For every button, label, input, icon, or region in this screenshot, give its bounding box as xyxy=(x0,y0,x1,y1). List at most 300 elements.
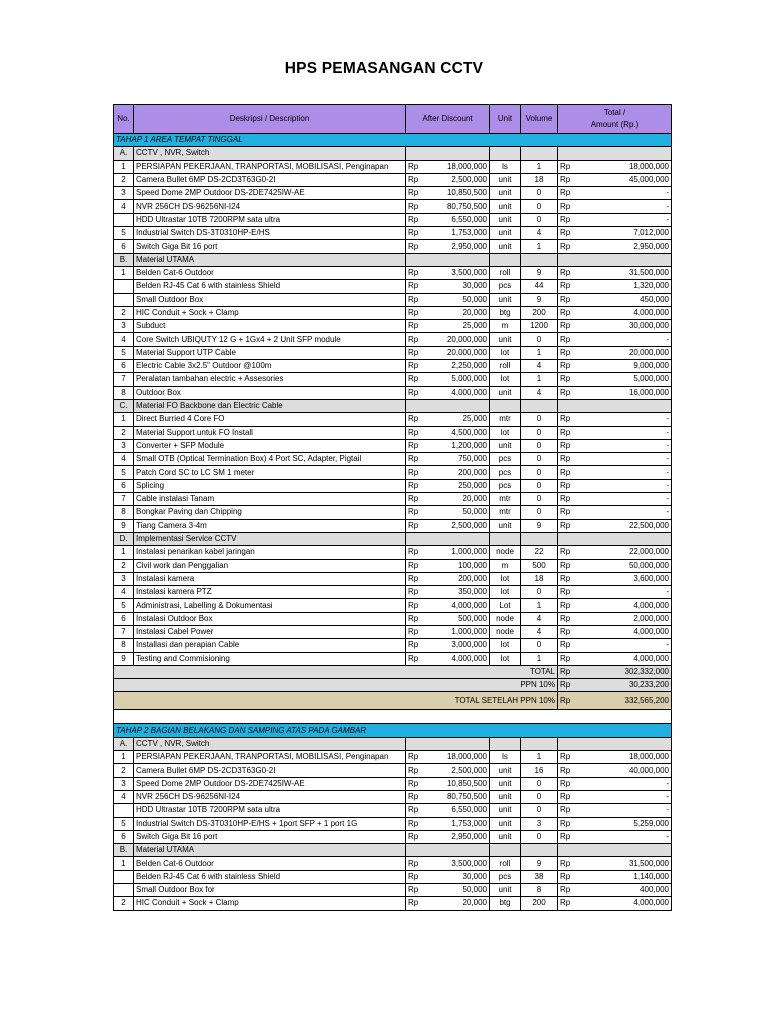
total-currency: Rp xyxy=(558,830,573,843)
price-currency: Rp xyxy=(406,790,421,803)
item-no: 2 xyxy=(114,173,134,186)
total-currency: Rp xyxy=(558,479,573,492)
total-currency: Rp xyxy=(558,306,573,319)
hps-table xyxy=(113,104,672,911)
item-no: 2 xyxy=(114,897,134,910)
item-total: 45,000,000 xyxy=(573,173,672,186)
item-description: Material Support untuk FO Install xyxy=(134,426,406,439)
item-unit: pcs xyxy=(490,466,521,479)
item-no: 1 xyxy=(114,413,134,426)
table-row xyxy=(114,439,672,452)
item-description: Instalasi kamera xyxy=(134,572,406,585)
stage-label: TAHAP 2 BAGIAN BELAKANG DAN SAMPING ATAS PADA GAMBAR xyxy=(114,724,672,737)
item-description: Speed Dome 2MP Outdoor DS-2DE7425IW-AE xyxy=(134,187,406,200)
total-currency: Rp xyxy=(558,187,573,200)
table-row xyxy=(114,519,672,532)
item-description: HDD Ultrastar 10TB 7200RPM sata ultra xyxy=(134,213,406,226)
item-no: 3 xyxy=(114,320,134,333)
table-row xyxy=(114,213,672,226)
item-description: Tiang Camera 3-4m xyxy=(134,519,406,532)
total-currency: Rp xyxy=(558,625,573,638)
item-total: - xyxy=(573,790,672,803)
item-total: 400,000 xyxy=(573,884,672,897)
empty-cell xyxy=(558,147,672,160)
item-unit: unit xyxy=(490,173,521,186)
item-volume: 4 xyxy=(521,386,558,399)
table-row xyxy=(114,453,672,466)
item-no: 1 xyxy=(114,546,134,559)
header-unit: Unit xyxy=(490,105,521,134)
item-description: Industrial Switch DS-3T0310HP-E/HS + 1port SFP + 1 port 1G xyxy=(134,817,406,830)
item-volume: 3 xyxy=(521,817,558,830)
item-description: Patch Cord SC to LC SM 1 meter xyxy=(134,466,406,479)
item-price: 2,950,000 xyxy=(421,830,490,843)
item-description: Switch Giga Bit 16 port xyxy=(134,830,406,843)
price-currency: Rp xyxy=(406,586,421,599)
item-no: 1 xyxy=(114,160,134,173)
item-description: PERSIAPAN PEKERJAAN, TRANPORTASI, MOBILISASI, Penginapan xyxy=(134,160,406,173)
price-currency: Rp xyxy=(406,830,421,843)
item-total: - xyxy=(573,453,672,466)
table-row xyxy=(114,333,672,346)
table-row xyxy=(114,506,672,519)
table-row xyxy=(114,293,672,306)
price-currency: Rp xyxy=(406,546,421,559)
total-currency: Rp xyxy=(558,466,573,479)
item-unit: m xyxy=(490,320,521,333)
item-volume: 1 xyxy=(521,240,558,253)
price-currency: Rp xyxy=(406,897,421,910)
item-description: Outdoor Box xyxy=(134,386,406,399)
item-no xyxy=(114,870,134,883)
item-total: - xyxy=(573,493,672,506)
price-currency: Rp xyxy=(406,360,421,373)
total-currency: Rp xyxy=(558,386,573,399)
item-description: Belden Cat-6 Outdoor xyxy=(134,266,406,279)
total-currency: Rp xyxy=(558,665,573,678)
item-volume: 0 xyxy=(521,790,558,803)
item-total: - xyxy=(573,466,672,479)
table-row xyxy=(114,360,672,373)
table-row xyxy=(114,493,672,506)
total-currency: Rp xyxy=(558,426,573,439)
item-volume: 0 xyxy=(521,466,558,479)
item-unit: roll xyxy=(490,360,521,373)
table-row xyxy=(114,266,672,279)
item-price: 18,000,000 xyxy=(421,160,490,173)
item-total: - xyxy=(573,333,672,346)
item-price: 30,000 xyxy=(421,870,490,883)
item-price: 80,750,500 xyxy=(421,200,490,213)
table-row xyxy=(114,227,672,240)
item-unit: roll xyxy=(490,857,521,870)
item-price: 4,000,000 xyxy=(421,599,490,612)
item-no xyxy=(114,804,134,817)
empty-cell xyxy=(406,147,490,160)
total-currency: Rp xyxy=(558,280,573,293)
empty-cell xyxy=(490,737,521,750)
price-currency: Rp xyxy=(406,386,421,399)
table-row xyxy=(114,777,672,790)
item-volume: 4 xyxy=(521,612,558,625)
table-row xyxy=(114,870,672,883)
item-total: - xyxy=(573,413,672,426)
item-no: 7 xyxy=(114,493,134,506)
item-description: Instalasi penarikan kabel jaringan xyxy=(134,546,406,559)
item-price: 10,850,500 xyxy=(421,187,490,200)
item-unit: pcs xyxy=(490,479,521,492)
item-volume: 1 xyxy=(521,599,558,612)
total-currency: Rp xyxy=(558,160,573,173)
empty-cell xyxy=(521,147,558,160)
empty-cell xyxy=(521,532,558,545)
stage-header-row xyxy=(114,134,672,147)
table-row xyxy=(114,639,672,652)
item-volume: 200 xyxy=(521,306,558,319)
total-currency: Rp xyxy=(558,493,573,506)
table-row xyxy=(114,652,672,665)
total-currency: Rp xyxy=(558,293,573,306)
item-no: 3 xyxy=(114,439,134,452)
item-no: 2 xyxy=(114,559,134,572)
price-currency: Rp xyxy=(406,870,421,883)
table-row xyxy=(114,572,672,585)
item-volume: 0 xyxy=(521,506,558,519)
total-currency: Rp xyxy=(558,586,573,599)
item-no: 5 xyxy=(114,817,134,830)
table-row xyxy=(114,306,672,319)
item-unit: unit xyxy=(490,293,521,306)
price-currency: Rp xyxy=(406,559,421,572)
item-description: Administrasi, Labelling & Dokumentasi xyxy=(134,599,406,612)
item-description: Instalasi Outdoor Box xyxy=(134,612,406,625)
price-currency: Rp xyxy=(406,884,421,897)
item-volume: 9 xyxy=(521,519,558,532)
item-no: 9 xyxy=(114,519,134,532)
price-currency: Rp xyxy=(406,213,421,226)
item-description: Subduct xyxy=(134,320,406,333)
section-label: Material FO Backbone dan Electric Cable xyxy=(134,399,406,412)
item-total: - xyxy=(573,213,672,226)
total-currency: Rp xyxy=(558,599,573,612)
item-no: 3 xyxy=(114,572,134,585)
item-price: 750,000 xyxy=(421,453,490,466)
item-price: 25,000 xyxy=(421,320,490,333)
item-no xyxy=(114,293,134,306)
item-price: 18,000,000 xyxy=(421,751,490,764)
item-no: 6 xyxy=(114,479,134,492)
item-no: 2 xyxy=(114,306,134,319)
item-no: 1 xyxy=(114,266,134,279)
item-no: 2 xyxy=(114,764,134,777)
item-description: Small OTB (Optical Termination Box) 4 Port SC, Adapter, Pigtail xyxy=(134,453,406,466)
price-currency: Rp xyxy=(406,373,421,386)
item-total: - xyxy=(573,830,672,843)
table-row xyxy=(114,599,672,612)
item-price: 30,000 xyxy=(421,280,490,293)
table-row xyxy=(114,751,672,764)
item-price: 6,550,000 xyxy=(421,213,490,226)
total-currency: Rp xyxy=(558,612,573,625)
item-volume: 1 xyxy=(521,751,558,764)
empty-cell xyxy=(406,399,490,412)
summary-row xyxy=(114,679,672,692)
summary-label: TOTAL xyxy=(114,665,558,678)
total-currency: Rp xyxy=(558,559,573,572)
item-volume: 0 xyxy=(521,493,558,506)
item-unit: unit xyxy=(490,439,521,452)
empty-cell xyxy=(558,399,672,412)
price-currency: Rp xyxy=(406,453,421,466)
table-row xyxy=(114,373,672,386)
item-no: 7 xyxy=(114,625,134,638)
item-volume: 0 xyxy=(521,333,558,346)
item-price: 100,000 xyxy=(421,559,490,572)
total-currency: Rp xyxy=(558,200,573,213)
item-no: 2 xyxy=(114,426,134,439)
item-unit: unit xyxy=(490,333,521,346)
item-description: Belden RJ-45 Cat 6 with stainless Shield xyxy=(134,280,406,293)
item-volume: 4 xyxy=(521,625,558,638)
item-no: 6 xyxy=(114,240,134,253)
empty-cell xyxy=(521,253,558,266)
item-total: 22,000,000 xyxy=(573,546,672,559)
item-description: Belden Cat-6 Outdoor xyxy=(134,857,406,870)
item-no: 8 xyxy=(114,639,134,652)
table-row xyxy=(114,426,672,439)
item-price: 5,000,000 xyxy=(421,373,490,386)
item-price: 20,000 xyxy=(421,306,490,319)
total-currency: Rp xyxy=(558,857,573,870)
item-volume: 9 xyxy=(521,293,558,306)
item-unit: lot xyxy=(490,652,521,665)
item-unit: ls xyxy=(490,160,521,173)
item-description: PERSIAPAN PEKERJAAN, TRANPORTASI, MOBILISASI, Penginapan xyxy=(134,751,406,764)
item-unit: m xyxy=(490,559,521,572)
item-description: Small Outdoor Box for xyxy=(134,884,406,897)
summary-value: 302,332,000 xyxy=(573,665,672,678)
item-volume: 18 xyxy=(521,572,558,585)
item-total: 31,500,000 xyxy=(573,266,672,279)
summary-label: PPN 10% xyxy=(114,679,558,692)
total-currency: Rp xyxy=(558,413,573,426)
item-description: Bongkar Paving dan Chipping xyxy=(134,506,406,519)
table-row xyxy=(114,612,672,625)
item-price: 20,000 xyxy=(421,493,490,506)
item-unit: node xyxy=(490,546,521,559)
item-total: 5,000,000 xyxy=(573,373,672,386)
summary-value: 332,565,200 xyxy=(573,692,672,710)
item-price: 200,000 xyxy=(421,466,490,479)
item-volume: 0 xyxy=(521,187,558,200)
table-row xyxy=(114,479,672,492)
item-total: 450,000 xyxy=(573,293,672,306)
empty-cell xyxy=(558,253,672,266)
item-unit: pcs xyxy=(490,280,521,293)
item-total: 3,600,000 xyxy=(573,572,672,585)
section-row xyxy=(114,253,672,266)
item-price: 2,500,000 xyxy=(421,173,490,186)
empty-cell xyxy=(490,844,521,857)
total-currency: Rp xyxy=(558,804,573,817)
price-currency: Rp xyxy=(406,293,421,306)
item-no: 6 xyxy=(114,612,134,625)
empty-cell xyxy=(490,399,521,412)
item-no: 9 xyxy=(114,652,134,665)
item-price: 3,000,000 xyxy=(421,639,490,652)
section-label: Material UTAMA xyxy=(134,253,406,266)
item-total: - xyxy=(573,426,672,439)
item-total: 22,500,000 xyxy=(573,519,672,532)
empty-cell xyxy=(558,532,672,545)
item-unit: unit xyxy=(490,200,521,213)
item-description: Instalasi Cabel Power xyxy=(134,625,406,638)
total-currency: Rp xyxy=(558,884,573,897)
total-currency: Rp xyxy=(558,546,573,559)
item-volume: 0 xyxy=(521,213,558,226)
total-currency: Rp xyxy=(558,227,573,240)
section-no: D. xyxy=(114,532,134,545)
item-no: 4 xyxy=(114,333,134,346)
item-total: 9,000,000 xyxy=(573,360,672,373)
total-currency: Rp xyxy=(558,173,573,186)
price-currency: Rp xyxy=(406,751,421,764)
item-unit: unit xyxy=(490,804,521,817)
total-currency: Rp xyxy=(558,751,573,764)
total-currency: Rp xyxy=(558,333,573,346)
item-unit: unit xyxy=(490,386,521,399)
price-currency: Rp xyxy=(406,572,421,585)
price-currency: Rp xyxy=(406,652,421,665)
total-currency: Rp xyxy=(558,764,573,777)
price-currency: Rp xyxy=(406,320,421,333)
total-currency: Rp xyxy=(558,870,573,883)
section-no: A. xyxy=(114,147,134,160)
table-row xyxy=(114,173,672,186)
item-unit: lot xyxy=(490,639,521,652)
item-volume: 38 xyxy=(521,870,558,883)
price-currency: Rp xyxy=(406,227,421,240)
grand-total-row xyxy=(114,692,672,710)
item-total: 4,000,000 xyxy=(573,897,672,910)
total-currency: Rp xyxy=(558,506,573,519)
section-row xyxy=(114,737,672,750)
item-unit: pcs xyxy=(490,453,521,466)
item-volume: 1 xyxy=(521,373,558,386)
item-description: NVR 256CH DS-96256NI-I24 xyxy=(134,790,406,803)
item-volume: 0 xyxy=(521,426,558,439)
item-total: 18,000,000 xyxy=(573,160,672,173)
item-volume: 9 xyxy=(521,857,558,870)
item-volume: 8 xyxy=(521,884,558,897)
item-no: 6 xyxy=(114,830,134,843)
price-currency: Rp xyxy=(406,612,421,625)
table-row xyxy=(114,466,672,479)
header-volume: Volume xyxy=(521,105,558,134)
item-price: 6,550,000 xyxy=(421,804,490,817)
item-volume: 4 xyxy=(521,227,558,240)
total-currency: Rp xyxy=(558,346,573,359)
total-currency: Rp xyxy=(558,320,573,333)
item-total: 2,000,000 xyxy=(573,612,672,625)
item-unit: unit xyxy=(490,884,521,897)
item-no: 3 xyxy=(114,187,134,200)
price-currency: Rp xyxy=(406,266,421,279)
item-volume: 44 xyxy=(521,280,558,293)
item-volume: 0 xyxy=(521,586,558,599)
item-unit: btg xyxy=(490,897,521,910)
item-description: Industrial Switch DS-3T0310HP-E/HS xyxy=(134,227,406,240)
stage-label: TAHAP 1 AREA TEMPAT TINGGAL xyxy=(114,134,672,147)
item-price: 1,200,000 xyxy=(421,439,490,452)
empty-cell xyxy=(558,737,672,750)
item-unit: node xyxy=(490,625,521,638)
item-price: 250,000 xyxy=(421,479,490,492)
item-volume: 500 xyxy=(521,559,558,572)
total-currency: Rp xyxy=(558,439,573,452)
item-volume: 0 xyxy=(521,639,558,652)
item-total: 16,000,000 xyxy=(573,386,672,399)
item-no: 4 xyxy=(114,453,134,466)
item-price: 1,753,000 xyxy=(421,227,490,240)
item-unit: pcs xyxy=(490,870,521,883)
item-price: 500,000 xyxy=(421,612,490,625)
item-unit: lot xyxy=(490,586,521,599)
item-total: - xyxy=(573,586,672,599)
item-description: Cable instalasi Tanam xyxy=(134,493,406,506)
item-volume: 4 xyxy=(521,360,558,373)
total-currency: Rp xyxy=(558,639,573,652)
page-title: HPS PEMASANGAN CCTV xyxy=(284,60,484,77)
total-currency: Rp xyxy=(558,817,573,830)
item-price: 1,000,000 xyxy=(421,625,490,638)
item-unit: unit xyxy=(490,830,521,843)
item-price: 50,000 xyxy=(421,884,490,897)
table-body xyxy=(114,134,672,911)
item-no: 8 xyxy=(114,386,134,399)
item-no: 1 xyxy=(114,857,134,870)
table-row xyxy=(114,346,672,359)
section-row xyxy=(114,532,672,545)
price-currency: Rp xyxy=(406,333,421,346)
total-currency: Rp xyxy=(558,572,573,585)
item-unit: mtr xyxy=(490,413,521,426)
item-total: 4,000,000 xyxy=(573,599,672,612)
item-total: 5,259,000 xyxy=(573,817,672,830)
item-no: 1 xyxy=(114,751,134,764)
item-description: Camera Bullet 6MP DS-2CD3T63G0-2I xyxy=(134,764,406,777)
item-total: 50,000,000 xyxy=(573,559,672,572)
item-no xyxy=(114,213,134,226)
item-unit: unit xyxy=(490,817,521,830)
item-volume: 0 xyxy=(521,439,558,452)
table-row xyxy=(114,240,672,253)
total-currency: Rp xyxy=(558,213,573,226)
item-unit: unit xyxy=(490,227,521,240)
item-unit: btg xyxy=(490,306,521,319)
item-total: - xyxy=(573,479,672,492)
item-no: 5 xyxy=(114,466,134,479)
price-currency: Rp xyxy=(406,519,421,532)
section-no: B. xyxy=(114,253,134,266)
item-description: HIC Conduit + Sock + Clamp xyxy=(134,306,406,319)
item-price: 20,000,000 xyxy=(421,346,490,359)
summary-row xyxy=(114,665,672,678)
item-price: 20,000 xyxy=(421,897,490,910)
table-row xyxy=(114,817,672,830)
price-currency: Rp xyxy=(406,466,421,479)
item-price: 4,500,000 xyxy=(421,426,490,439)
